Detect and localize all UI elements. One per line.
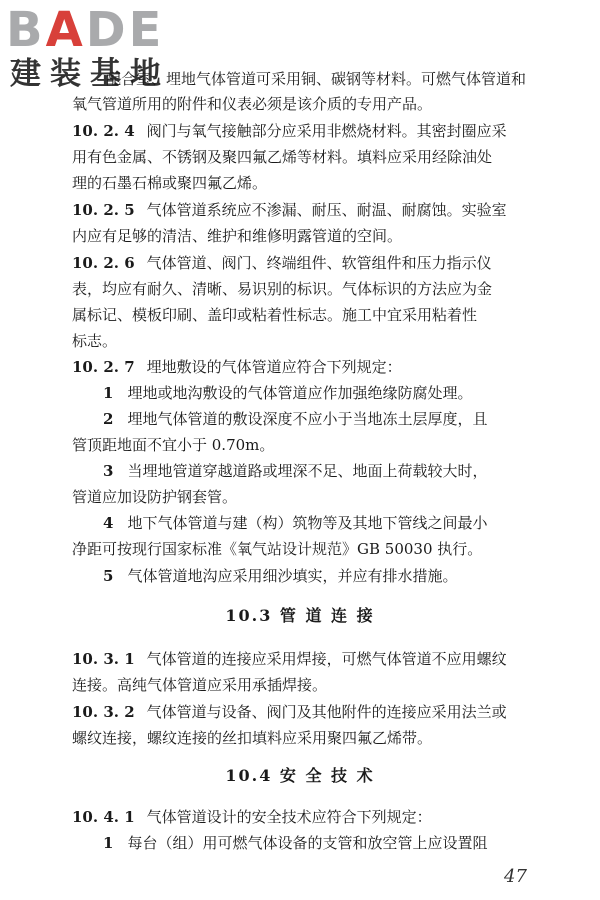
- clause-10-2-7: 10. 2. 7 埋地敷设的气体管道应符合下列规定：: [72, 358, 402, 376]
- text-line: 管道应加设防护钢套管。: [72, 488, 238, 506]
- list-item-1: 1 每台（组）用可燃气体设备的支管和放空管上应设置阻: [103, 834, 488, 852]
- text-line: 属标记、模板印刷、盖印或粘着性标志。施工中宜采用粘着性: [72, 306, 478, 324]
- text-line: 连接。高纯气体管道应采用承插焊接。: [72, 676, 328, 694]
- logo-subtitle: 建装基地: [10, 56, 170, 92]
- text-line: 螺纹连接，螺纹连接的丝扣填料应采用聚四氟乙烯带。: [72, 729, 433, 747]
- clause-10-2-5: 10. 2. 5 气体管道系统应不渗漏、耐压、耐温、耐腐蚀。实验室: [72, 201, 507, 219]
- list-item-1: 1 埋地或地沟敷设的气体管道应作加强绝缘防腐处理。: [103, 384, 473, 402]
- clause-10-2-4: 10. 2. 4 阀门与氧气接触部分应采用非燃烧材料。其密封圈应采: [72, 122, 507, 140]
- list-item-5: 5 气体管道地沟应采用细沙填实，并应有排水措施。: [103, 567, 458, 585]
- text-line: 管顶距地面不宜小于 0.70m。: [72, 436, 275, 454]
- text-line: 配合室、埋地气体管道可采用铜、碳钢等材料。可燃气体管道和: [106, 70, 527, 88]
- list-item-3: 3 当埋地管道穿越道路或埋深不足、地面上荷载较大时，: [103, 462, 488, 480]
- clause-10-3-2: 10. 3. 2 气体管道与设备、阀门及其他附件的连接应采用法兰或: [72, 703, 507, 721]
- clause-10-4-1: 10. 4. 1 气体管道设计的安全技术应符合下列规定：: [72, 808, 432, 826]
- section-heading-10-4: 10.4 安 全 技 术: [225, 766, 375, 785]
- text-line: 氧气管道所用的附件和仪表必须是该介质的专用产品。: [72, 95, 433, 113]
- text-line: 净距可按现行国家标准《氧气站设计规范》GB 50030 执行。: [72, 540, 483, 558]
- section-heading-10-3: 10.3 管 道 连 接: [225, 606, 375, 625]
- clause-10-2-6: 10. 2. 6 气体管道、阀门、终端组件、软管组件和压力指示仪: [72, 254, 492, 272]
- logo-wordmark: BADE: [6, 2, 165, 58]
- text-line: 内应有足够的清洁、维护和维修明露管道的空间。: [72, 227, 403, 245]
- text-line: 标志。: [72, 332, 118, 350]
- page-number: 47: [504, 866, 527, 887]
- text-line: 理的石墨石棉或聚四氟乙烯。: [72, 174, 268, 192]
- list-item-2: 2 埋地气体管道的敷设深度不应小于当地冻土层厚度，且: [103, 410, 488, 428]
- text-line: 表，均应有耐久、清晰、易识别的标识。气体标识的方法应为金: [72, 280, 493, 298]
- text-line: 用有色金属、不锈钢及聚四氟乙烯等材料。填料应采用经除油处: [72, 148, 493, 166]
- clause-10-3-1: 10. 3. 1 气体管道的连接应采用焊接，可燃气体管道不应用螺纹: [72, 650, 507, 668]
- list-item-4: 4 地下气体管道与建（构）筑物等及其地下管线之间最小: [103, 514, 488, 532]
